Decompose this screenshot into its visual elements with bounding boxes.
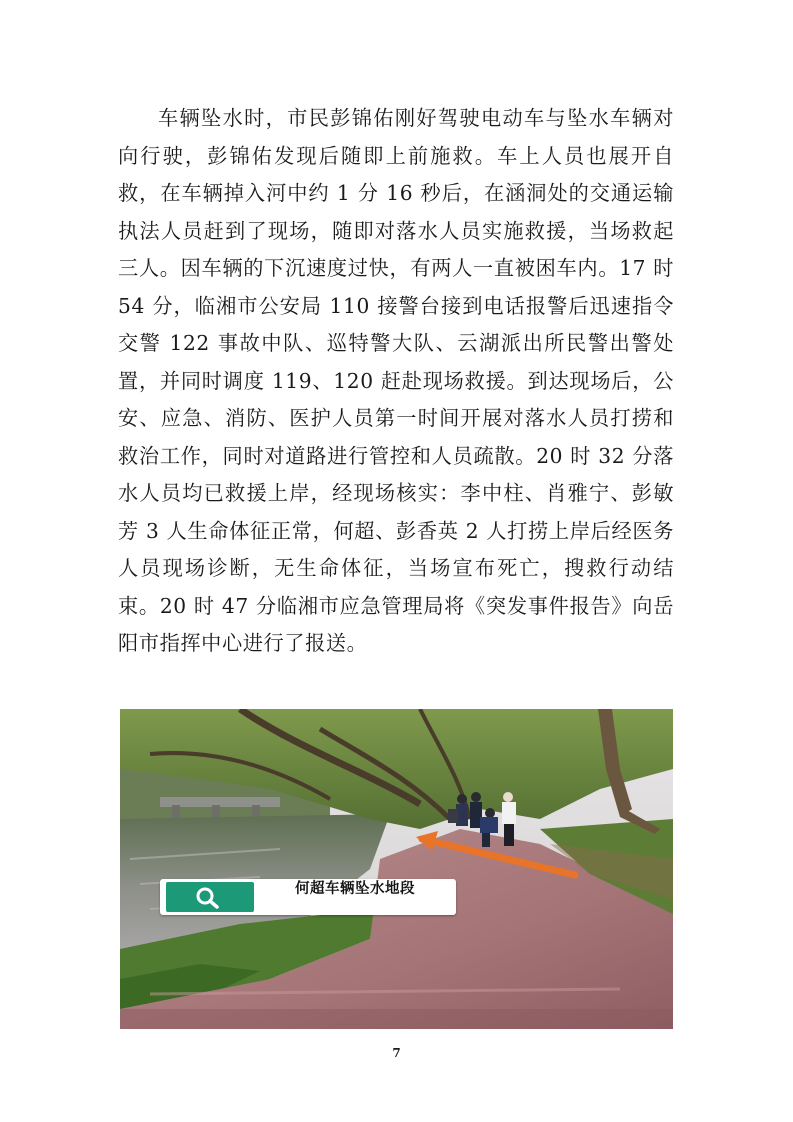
caption-icon-tile xyxy=(166,882,254,912)
search-icon xyxy=(194,885,222,909)
body-paragraph: 车辆坠水时，市民彭锦佑刚好驾驶电动车与坠水车辆对向行驶，彭锦佑发现后随即上前施救。车上人员也展开自救，在车辆掉入河中约 1 分 16 秒后，在涵洞处的交通运输执法人员赶到了现场，随即对落水人员实施救援，当场救起三人。因车辆的下沉速度过快，有两人一直被困车内。17 时 54 分，临湘市公安局 110 接警台接到电话报警后迅速指令交警 122 事故中队、巡特警大队、云湖派出所民警出警处置，并同时调度 119、120 赶赴现场救援。到达现场后，公安、应急、消防、医护人员第一时间开展对落水人员打捞和救治工作，同时对道路进行管控和人员疏散。20 时 32 分落水人员均已救援上岸，经现场核实：李中柱、肖雅宁、彭敏芳 3 人生命体征正常，何超、彭香英 2 人打捞上岸后经医务人员现场诊断，无生命体征，当场宣布死亡，搜救行动结束。20 时 47 分临湘市应急管理局将《突发事件报告》向岳阳市指挥中心进行了报送。 xyxy=(118,106,674,655)
photo-caption-text: 何超车辆坠水地段 xyxy=(295,881,415,897)
scene-photo xyxy=(120,709,673,1029)
photo-caption xyxy=(160,879,456,915)
page-number: 7 xyxy=(392,1046,401,1060)
scene-photo-illustration xyxy=(120,709,673,1029)
